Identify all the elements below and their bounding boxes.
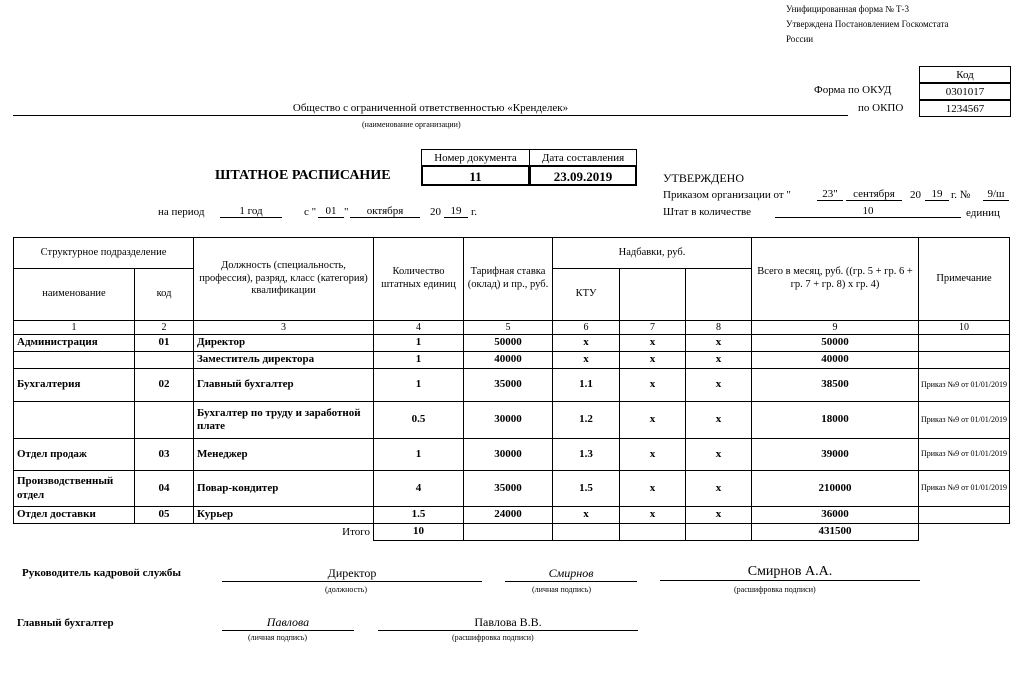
document-title: ШТАТНОЕ РАСПИСАНИЕ (215, 168, 391, 183)
total-count: 10 (374, 524, 464, 541)
header-dept-name: наименование (14, 269, 135, 321)
cell-note (919, 507, 1010, 524)
form-header-line3: России (786, 34, 814, 44)
header-allowance-8 (686, 269, 752, 321)
cell-ktu: 1.1 (553, 369, 620, 402)
cell-count: 1 (374, 439, 464, 471)
table-row (14, 507, 1010, 524)
cell-ktu: х (553, 507, 620, 524)
cell-count: 4 (374, 471, 464, 507)
col-number: 5 (464, 321, 553, 335)
cell-dept: Производственный отдел (14, 471, 135, 507)
acc-signature-caption: (личная подпись) (248, 633, 308, 642)
from-month: октября (350, 205, 420, 218)
cell-dept (14, 352, 135, 369)
header-allowances: Надбавки, руб. (553, 238, 752, 269)
order-year-suffix: г. № (951, 189, 971, 201)
col-number: 10 (919, 321, 1010, 335)
cell-count: 0.5 (374, 402, 464, 439)
hr-signature: Смирнов (505, 566, 637, 582)
doc-date-label: Дата составления (529, 149, 637, 166)
total-row (14, 524, 1010, 541)
staffing-table (13, 237, 1010, 541)
cell-position: Директор (194, 335, 374, 352)
cell-note: Приказ №9 от 01/01/2019 (919, 471, 1010, 507)
staff-value: 10 (775, 205, 961, 218)
cell-allowance-8: х (686, 369, 752, 402)
cell-allowance-7: х (620, 471, 686, 507)
header-rate: Тарифная ставка (оклад) и пр., руб. (464, 238, 553, 321)
cell-rate: 40000 (464, 352, 553, 369)
cell-allowance-7: х (620, 369, 686, 402)
cell-count: 1.5 (374, 507, 464, 524)
form-header-line1: Унифицированная форма № Т-3 (786, 4, 910, 14)
okpo-label: по ОКПО (858, 102, 904, 114)
staff-unit: единиц (966, 207, 1000, 219)
cell-note (919, 335, 1010, 352)
header-total: Всего в месяц, руб. ((гр. 5 + гр. 6 + гр. 7 + гр. 8) х гр. 4) (752, 238, 919, 321)
approval-title: УТВЕРЖДЕНО (663, 171, 745, 185)
col-number: 1 (14, 321, 135, 335)
hr-label: Руководитель кадровой службы (22, 567, 181, 579)
cell-allowance-8: х (686, 335, 752, 352)
organization-caption: (наименование организации) (362, 120, 461, 129)
cell-position: Менеджер (194, 439, 374, 471)
hr-name: Смирнов А.А. (660, 564, 920, 581)
cell-code (135, 402, 194, 439)
acc-label: Главный бухгалтер (17, 617, 114, 629)
staff-label: Штат в количестве (663, 206, 752, 218)
cell-allowance-8: х (686, 507, 752, 524)
cell-code: 02 (135, 369, 194, 402)
order-day: 23" (817, 188, 843, 201)
cell-total: 39000 (752, 439, 919, 471)
header-dept-code: код (135, 269, 194, 321)
hr-name-caption: (расшифровка подписи) (734, 585, 816, 594)
cell-ktu: х (553, 352, 620, 369)
from-quote: " (344, 206, 349, 218)
cell-rate: 35000 (464, 369, 553, 402)
okud-value: 0301017 (919, 83, 1011, 100)
col-number: 7 (620, 321, 686, 335)
cell-dept: Администрация (14, 335, 135, 352)
cell-allowance-7: х (620, 507, 686, 524)
hr-position-caption: (должность) (325, 585, 367, 594)
cell-ktu: х (553, 335, 620, 352)
acc-signature: Павлова (222, 615, 354, 631)
okud-label: Форма по ОКУД (814, 84, 892, 96)
cell-dept: Бухгалтерия (14, 369, 135, 402)
cell-code: 01 (135, 335, 194, 352)
code-header: Код (919, 66, 1011, 83)
acc-name: Павлова В.В. (378, 615, 638, 631)
order-label: Приказом организации от " (663, 189, 791, 201)
cell-rate: 30000 (464, 402, 553, 439)
cell-rate: 30000 (464, 439, 553, 471)
order-number: 9/ш (983, 188, 1009, 201)
cell-allowance-8: х (686, 352, 752, 369)
cell-rate: 50000 (464, 335, 553, 352)
cell-ktu: 1.5 (553, 471, 620, 507)
cell-code: 04 (135, 471, 194, 507)
header-ktu: КТУ (553, 269, 620, 321)
table-row (14, 335, 1010, 352)
header-note: Примечание (919, 238, 1010, 321)
hr-position: Директор (222, 566, 482, 582)
cell-allowance-8: х (686, 402, 752, 439)
cell-dept: Отдел продаж (14, 439, 135, 471)
header-allowance-7 (620, 269, 686, 321)
cell-count: 1 (374, 369, 464, 402)
doc-number: 11 (421, 165, 530, 186)
cell-code (135, 352, 194, 369)
organization-name: Общество с ограниченной ответственностью «Кренделек» (13, 102, 848, 116)
col-number: 3 (194, 321, 374, 335)
header-dept: Структурное подразделение (14, 238, 194, 269)
header-count: Количество штатных единиц (374, 238, 464, 321)
col-number: 2 (135, 321, 194, 335)
table-row (14, 471, 1010, 507)
doc-number-label: Номер документа (421, 149, 530, 166)
col-number: 8 (686, 321, 752, 335)
order-year: 19 (925, 188, 949, 201)
cell-dept: Отдел доставки (14, 507, 135, 524)
table-row (14, 439, 1010, 471)
doc-date: 23.09.2019 (529, 165, 637, 186)
order-month: сентября (846, 188, 902, 201)
cell-count: 1 (374, 335, 464, 352)
cell-total: 38500 (752, 369, 919, 402)
order-year-prefix: 20 (910, 189, 921, 201)
period-value: 1 год (220, 205, 282, 218)
col-number: 6 (553, 321, 620, 335)
table-row (14, 402, 1010, 439)
cell-dept (14, 402, 135, 439)
cell-total: 18000 (752, 402, 919, 439)
cell-position: Заместитель директора (194, 352, 374, 369)
cell-allowance-8: х (686, 471, 752, 507)
cell-position: Повар-кондитер (194, 471, 374, 507)
table-row (14, 369, 1010, 402)
cell-position: Главный бухгалтер (194, 369, 374, 402)
cell-total: 36000 (752, 507, 919, 524)
cell-allowance-7: х (620, 335, 686, 352)
cell-total: 210000 (752, 471, 919, 507)
hr-signature-caption: (личная подпись) (532, 585, 592, 594)
cell-rate: 35000 (464, 471, 553, 507)
from-year-prefix: 20 (430, 206, 441, 218)
table-row (14, 352, 1010, 369)
header-position: Должность (специальность, профессия), разряд, класс (категория) квалификации (194, 238, 374, 321)
from-year: 19 (444, 205, 468, 218)
acc-name-caption: (расшифровка подписи) (452, 633, 534, 642)
cell-code: 05 (135, 507, 194, 524)
from-label: с " (304, 206, 317, 218)
cell-code: 03 (135, 439, 194, 471)
total-sum: 431500 (752, 524, 919, 541)
cell-total: 40000 (752, 352, 919, 369)
total-label: Итого (194, 524, 374, 541)
from-year-suffix: г. (471, 206, 478, 218)
cell-note: Приказ №9 от 01/01/2019 (919, 369, 1010, 402)
column-numbers-row (14, 321, 1010, 335)
cell-note: Приказ №9 от 01/01/2019 (919, 439, 1010, 471)
okpo-value: 1234567 (919, 100, 1011, 117)
cell-count: 1 (374, 352, 464, 369)
from-day: 01 (318, 205, 344, 218)
cell-note (919, 352, 1010, 369)
cell-allowance-7: х (620, 402, 686, 439)
cell-total: 50000 (752, 335, 919, 352)
col-number: 4 (374, 321, 464, 335)
cell-allowance-7: х (620, 439, 686, 471)
cell-allowance-7: х (620, 352, 686, 369)
cell-ktu: 1.2 (553, 402, 620, 439)
col-number: 9 (752, 321, 919, 335)
form-header-line2: Утверждена Постановлением Госкомстата (786, 19, 949, 29)
cell-note: Приказ №9 от 01/01/2019 (919, 402, 1010, 439)
cell-allowance-8: х (686, 439, 752, 471)
cell-position: Курьер (194, 507, 374, 524)
cell-ktu: 1.3 (553, 439, 620, 471)
cell-rate: 24000 (464, 507, 553, 524)
period-label: на период (158, 206, 205, 218)
cell-position: Бухгалтер по труду и заработной плате (194, 402, 374, 439)
